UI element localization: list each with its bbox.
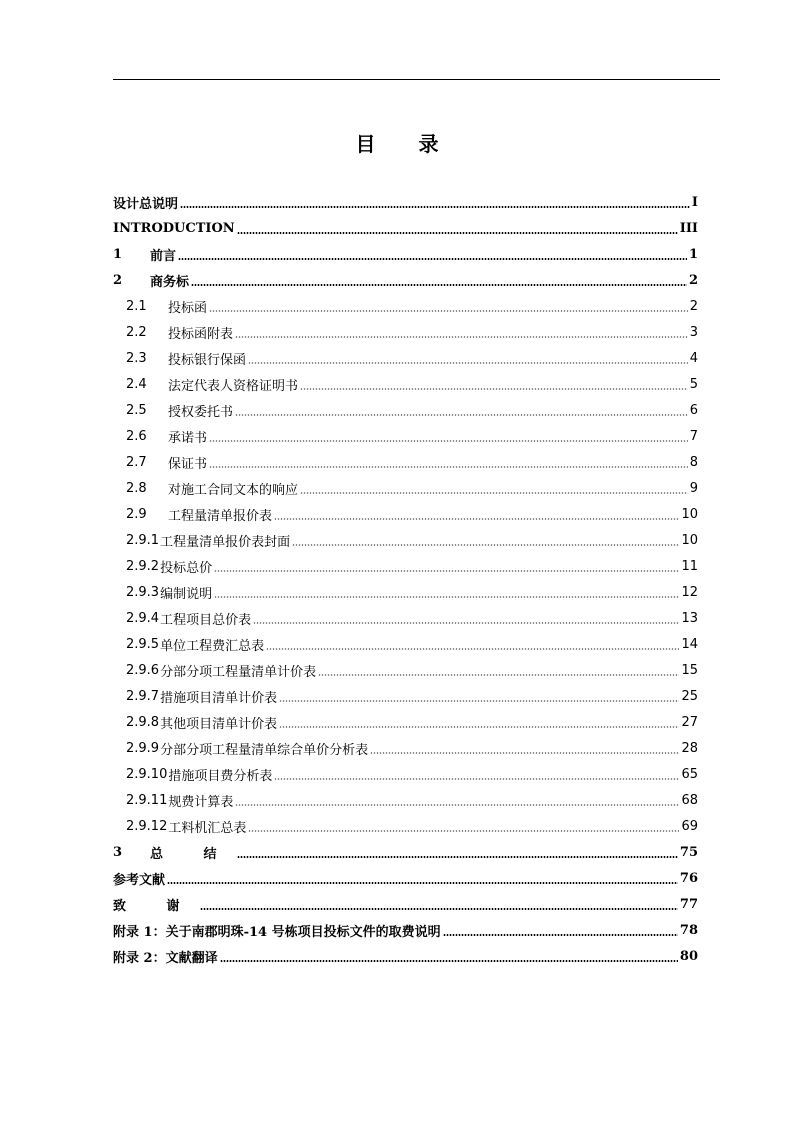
toc-entry[interactable] [113,631,698,657]
toc-entry-number: 2.9.7 [126,688,160,704]
toc-entry[interactable] [113,891,698,917]
toc-entry-label: 工料机汇总表 [168,820,247,836]
toc-entry-label: 工程量清单报价表 [168,508,273,524]
toc-entry[interactable] [113,761,698,787]
toc-entry-number: 2.9 [126,506,147,522]
toc-entry-page-number: 3 [689,324,698,340]
page-title: 目 录 [355,132,457,156]
toc-entry-label: 商务标 [150,274,190,290]
dot-leader [235,804,679,806]
toc-entry-label: 承诺书 [168,430,208,446]
toc-entry[interactable] [113,449,698,475]
toc-entry-number: 2.9.10 [126,766,168,782]
toc-entry[interactable] [113,501,698,527]
toc-entry-label: 对施工合同文本的响应 [168,482,299,498]
dot-leader [214,596,679,598]
toc-entry-label: 投标函附表 [168,326,234,342]
toc-entry-label: 工程项目总价表 [160,612,252,628]
toc-entry[interactable] [113,787,698,813]
toc-entry[interactable] [113,839,698,865]
toc-entry-page-number: III [679,220,698,236]
dot-leader [253,622,679,624]
dot-leader [318,674,679,676]
dot-leader [237,856,678,858]
toc-entry-label: 措施项目费分析表 [168,768,273,784]
toc-entry-label: 参考文献 [113,872,166,888]
dot-leader [370,752,679,754]
toc-entry-page-number: 77 [679,896,698,912]
toc-entry[interactable] [113,345,698,371]
toc-entry-label: 单位工程费汇总表 [160,638,265,654]
toc-entry-page-number: 27 [681,714,698,730]
toc-entry[interactable] [113,527,698,553]
toc-entry-page-number: 65 [681,766,698,782]
toc-entry-label: 分部分项工程量清单计价表 [160,664,317,680]
dot-leader [178,258,687,260]
toc-entry-page-number: 25 [681,688,698,704]
dot-leader [279,700,679,702]
toc-entry-page-number: 5 [689,376,698,392]
toc-entry-number: 2.9.3 [126,584,160,600]
toc-entry-page-number: 12 [681,584,698,600]
toc-entry-page-number: 68 [681,792,698,808]
toc-entry[interactable] [113,397,698,423]
toc-entry-label: 分部分项工程量清单综合单价分析表 [160,742,369,758]
toc-entry-number: 2.9.8 [126,714,160,730]
toc-entry[interactable] [113,215,698,241]
toc-entry-number: 2.5 [126,402,147,418]
toc-entry-page-number: 78 [679,922,698,938]
toc-entry[interactable] [113,813,698,839]
dot-leader [274,518,679,520]
dot-leader [209,466,688,468]
toc-entry[interactable] [113,605,698,631]
toc-entry[interactable] [113,943,698,969]
toc-entry-page-number: 13 [681,610,698,626]
toc-entry-number: 2 [113,272,123,288]
dot-leader [266,648,679,650]
header-rule [113,79,720,80]
toc-entry-label: 措施项目清单计价表 [160,690,278,706]
toc-entry-page-number: 75 [679,844,698,860]
toc-entry-number: 2.9.4 [126,610,160,626]
toc-entry-number: 1 [113,246,123,262]
toc-entry-page-number: 80 [679,948,698,964]
toc-entry-page-number: 10 [681,532,698,548]
toc-entry[interactable] [113,709,698,735]
dot-leader [248,830,679,832]
toc-entry[interactable] [113,865,698,891]
dot-leader [220,960,678,962]
dot-leader [279,726,679,728]
toc-entry-number: 2.1 [126,298,147,314]
dot-leader [292,544,679,546]
dot-leader [248,362,688,364]
toc-entry-number: 2.9.12 [126,818,168,834]
toc-entry-number: 2.7 [126,454,147,470]
toc-entry[interactable] [113,241,698,267]
dot-leader [237,232,678,234]
dot-leader [235,414,688,416]
toc-entry-number: 2.6 [126,428,147,444]
dot-leader [209,440,688,442]
toc-entry[interactable] [113,579,698,605]
dot-leader [300,388,688,390]
toc-entry-label: 致 谢 [113,898,198,914]
toc-entry-label: 规费计算表 [168,794,234,810]
toc-entry-number: 2.9.2 [126,558,160,574]
toc-entry-number: 2.4 [126,376,147,392]
toc-entry[interactable] [113,371,698,397]
toc-entry-number: 2.9.11 [126,792,168,808]
toc-entry-number: 2.9.5 [126,636,160,652]
toc-entry[interactable] [113,293,698,319]
dot-leader [443,934,678,936]
toc-entry-page-number: 11 [681,558,698,574]
toc-entry-label: 设计总说明 [113,196,179,212]
toc-entry-page-number: 28 [681,740,698,756]
toc-entry-label: 其他项目清单计价表 [160,716,278,732]
toc-entry-label: 总 结 [150,846,235,862]
toc-entry[interactable] [113,553,698,579]
toc-entry-page-number: 10 [681,506,698,522]
toc-entry-label: 工程量清单报价表封面 [160,534,291,550]
toc-entry[interactable] [113,423,698,449]
dot-leader [300,492,688,494]
toc-entry-label: 保证书 [168,456,208,472]
toc-entry-page-number: 8 [689,454,698,470]
toc-entry-number: 2.3 [126,350,147,366]
toc-entry-page-number: 1 [688,246,698,262]
toc-entry-label: 前言 [150,248,177,264]
toc-entry-page-number: 2 [688,272,698,288]
toc-entry-page-number: 14 [681,636,698,652]
table-of-contents [113,189,698,969]
toc-entry-page-number: 9 [689,480,698,496]
toc-entry[interactable] [113,189,698,215]
toc-entry-label: 法定代表人资格证明书 [168,378,299,394]
toc-entry-label: 投标函 [168,300,208,316]
toc-entry[interactable] [113,475,698,501]
toc-entry-page-number: I [691,194,698,210]
toc-entry-label: INTRODUCTION [113,220,235,236]
dot-leader [167,882,678,884]
toc-entry-label: 投标银行保函 [168,352,247,368]
toc-entry-page-number: 6 [689,402,698,418]
toc-entry-page-number: 4 [689,350,698,366]
toc-entry-number: 2.8 [126,480,147,496]
toc-entry[interactable] [113,735,698,761]
toc-entry-page-number: 76 [679,870,698,886]
dot-leader [200,908,678,910]
toc-entry-number: 2.9.6 [126,662,160,678]
toc-entry[interactable] [113,319,698,345]
toc-entry-number: 3 [113,844,123,860]
dot-leader [209,310,688,312]
toc-entry-label: 授权委托书 [168,404,234,420]
toc-entry-page-number: 69 [681,818,698,834]
toc-entry-number: 2.2 [126,324,147,340]
toc-entry-label: 附录 2：文献翻译 [113,950,218,966]
dot-leader [180,206,690,208]
toc-entry[interactable] [113,267,698,293]
toc-entry-page-number: 2 [689,298,698,314]
dot-leader [191,284,687,286]
toc-entry-page-number: 15 [681,662,698,678]
toc-entry-label: 编制说明 [160,586,213,602]
dot-leader [214,570,679,572]
dot-leader [274,778,679,780]
toc-entry-number: 2.9.1 [126,532,160,548]
toc-entry-page-number: 7 [689,428,698,444]
toc-entry-label: 附录 1：关于南郡明珠-14 号栋项目投标文件的取费说明 [113,924,441,940]
toc-entry[interactable] [113,657,698,683]
toc-entry[interactable] [113,683,698,709]
toc-entry-label: 投标总价 [160,560,213,576]
toc-entry-number: 2.9.9 [126,740,160,756]
dot-leader [235,336,688,338]
toc-entry[interactable] [113,917,698,943]
